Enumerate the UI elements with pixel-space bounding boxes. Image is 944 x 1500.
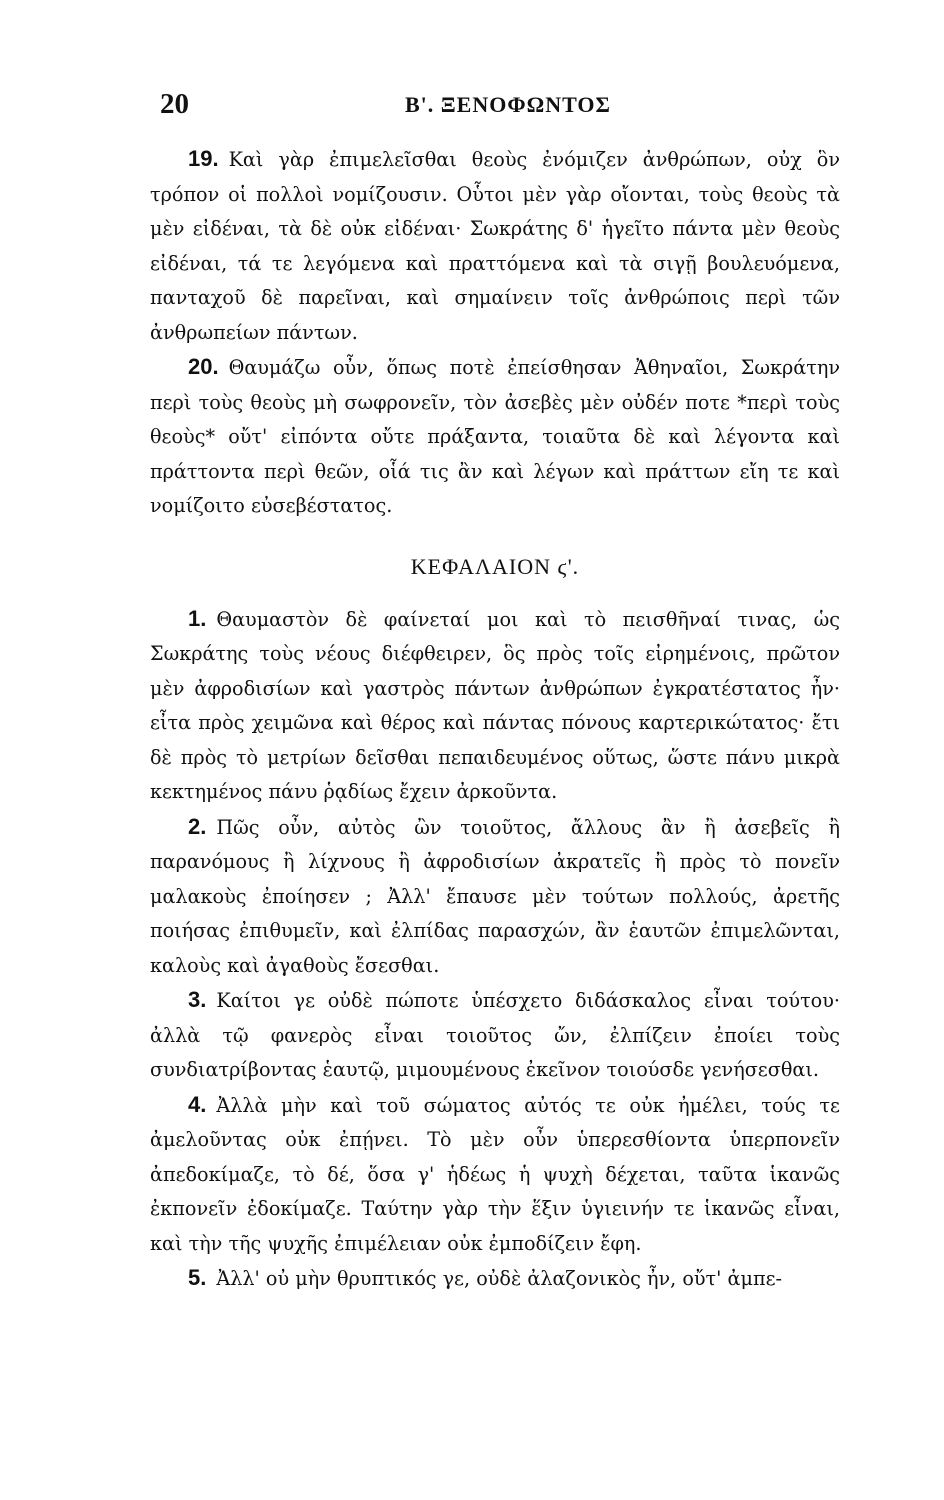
paragraph-number: 5. [188, 1265, 207, 1290]
paragraph-number: 2. [188, 813, 207, 839]
paragraph-1 [150, 602, 840, 810]
paragraph-number: 4. [188, 1091, 207, 1117]
page-header [160, 88, 840, 128]
paragraph-19 [150, 142, 840, 350]
paragraph-text: Θαυμάζω οὖν, ὅπως ποτὲ ἐπείσθησαν Ἀθηναῖοι, Σωκράτην περὶ τοὺς θεοὺς μὴ σωφρονεῖν, τὸν ἀσεβὲς μὲν οὐδέν ποτε *περὶ τοὺς θεοὺς* οὔτ' εἰπόντα οὔτε πράξαντα, τοιαῦτα δὲ καὶ λέγοντα καὶ πράττοντα περὶ θεῶν, οἷά τις ἂν καὶ λέγων καὶ πράττων εἴη τε καὶ νομίζοιτο εὐσεβέστατος. [150, 356, 840, 517]
chapter-heading: ΚΕΦΑΛΑΙΟΝ ϛ'. [410, 553, 580, 579]
paragraph-number: 3. [188, 987, 207, 1012]
paragraph-text: Καὶ γὰρ ἐπιμελεῖσθαι θεοὺς ἐνόμιζεν ἀνθρώπων, οὐχ ὃν τρόπον οἱ πολλοὶ νομίζουσιν. Οὗτοι μὲν γὰρ οἴονται, τοὺς θεοὺς τὰ μὲν εἰδέναι, τὰ δὲ οὐκ εἰδέναι· Σωκράτης δ' ἡγεῖτο πάντα μὲν θεοὺς εἰδέναι, τά τε λεγόμενα καὶ πραττόμενα καὶ τὰ σιγῇ βουλευόμενα, πανταχοῦ δὲ παρεῖναι, καὶ σημαίνειν τοῖς ἀνθρώποις περὶ τῶν ἀνθρωπείων πάντων. [150, 148, 840, 344]
paragraph-text: Θαυμαστὸν δὲ φαίνεταί μοι καὶ τὸ πεισθῆναί τινας, ὡς Σωκράτης τοὺς νέους διέφθειρεν, ὃς πρὸς τοῖς εἰρημένοις, πρῶτον μὲν ἀφροδισίων καὶ γαστρὸς πάντων ἀνθρώπων ἐγκρατέστατος ἦν· εἶτα πρὸς χειμῶνα καὶ θέρος καὶ πάντας πόνους καρτερικώτατος· ἔτι δὲ πρὸς τὸ μετρίων δεῖσθαι πεπαιδευμένος οὕτως, ὥστε πάνυ μικρὰ κεκτημένος πάνυ ῥᾳδίως ἔχειν ἀρκοῦντα. [150, 607, 840, 803]
paragraph-20 [150, 350, 840, 524]
paragraph-text: Καίτοι γε οὐδὲ πώποτε ὑπέσχετο διδάσκαλος εἶναι τούτου· ἀλλὰ τῷ φανερὸς εἶναι τοιοῦτος ὤν, ἐλπίζειν ἐποίει τοὺς συνδιατρίβοντας ἑαυτῷ, μιμουμένους ἐκεῖνον τοιούσδε γενήσεσθαι. [150, 989, 840, 1081]
paragraph-number: 20. [188, 354, 219, 379]
paragraph-text: Πῶς οὖν, αὐτὸς ὢν τοιοῦτος, ἄλλους ἂν ἢ ἀσεβεῖς ἢ παρανόμους ἢ λίχνους ἢ ἀφροδισίων ἀκρατεῖς ἢ πρὸς τὸ πονεῖν μαλακοὺς ἐποίησεν ; Ἀλλ' ἔπαυσε μὲν τούτων πολλούς, ἀρετῆς ποιήσας ἐπιθυμεῖν, καὶ ἐλπίδας παρασχών, ἂν ἑαυτῶν ἐπιμελῶνται, καλοὺς καὶ ἀγαθοὺς ἔσεσθαι. [150, 815, 840, 977]
paragraph-2 [150, 810, 840, 984]
running-head: Β'. ΞΕΝΟΦΩΝΤΟΣ [405, 92, 611, 117]
paragraph-4 [150, 1088, 840, 1262]
page-number: 20 [160, 88, 189, 120]
paragraph-number: 1. [188, 605, 207, 631]
paragraph-text: Ἀλλὰ μὴν καὶ τοῦ σώματος αὐτός τε οὐκ ἠμέλει, τούς τε ἀμελοῦντας οὐκ ἐπῄνει. Τὸ μὲν οὖν ὑπερεσθίοντα ὑπερπονεῖν ἀπεδοκίμαζε, τὸ δέ, ὅσα γ' ἡδέως ἡ ψυχὴ δέχεται, ταῦτα ἱκανῶς ἐκπονεῖν ἐδοκίμαζε. Ταύτην γὰρ τὴν ἕξιν ὑγιεινήν τε ἱκανῶς εἶναι, καὶ τὴν τῆς ψυχῆς ἐπιμέλειαν οὐκ ἐμποδίζειν ἔφη. [150, 1093, 840, 1255]
paragraph-number: 19. [188, 146, 219, 171]
paragraph-3 [150, 983, 840, 1088]
paragraph-5 [150, 1261, 840, 1297]
paragraph-text: Ἀλλ' οὐ μὴν θρυπτικός γε, οὐδὲ ἀλαζονικὸς ἦν, οὔτ' ἀμπε- [216, 1267, 782, 1290]
body-text [150, 142, 840, 1297]
